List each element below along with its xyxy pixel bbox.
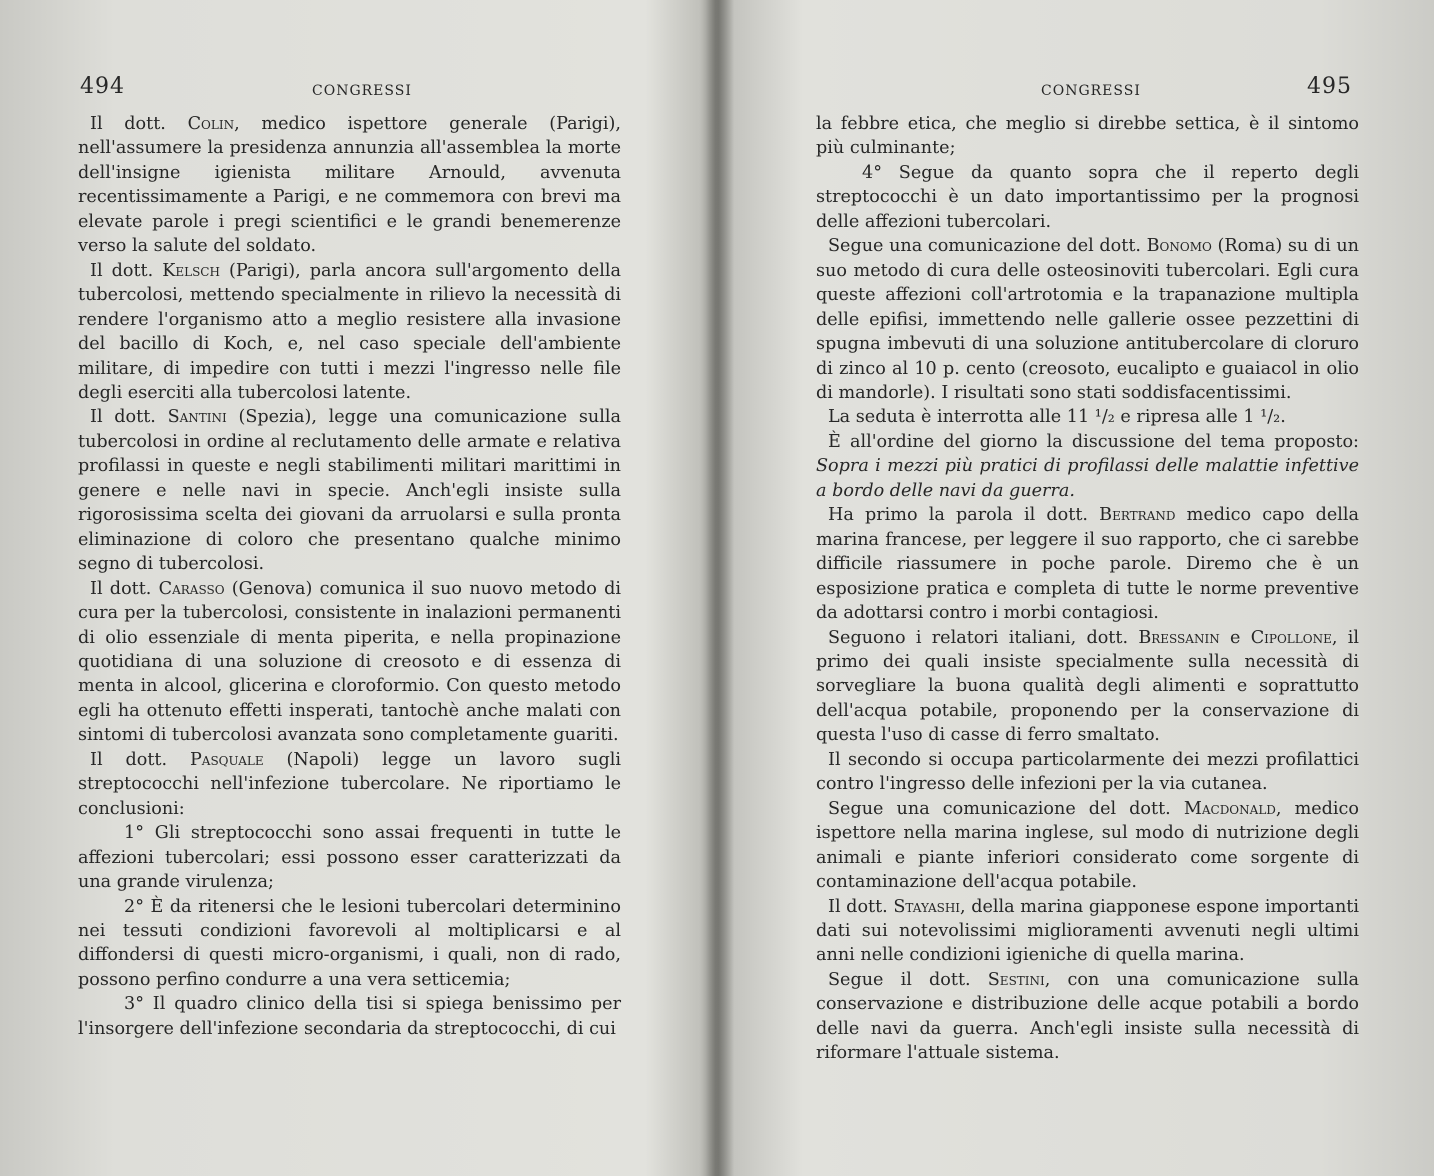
author-name: Macdonald [1183,798,1276,819]
conclusion-3: 3° Il quadro clinico della tisi si spiega benissimo per l'insorgere dell'infezione secondaria da streptococchi, di cui [78,994,621,1039]
paragraph-pasquale: Il dott. Pasquale (Napoli) legge un lavoro sugli streptococchi nell'infezione tubercolare. Ne riportiamo le conclusioni: [78,749,621,819]
author-name: Kelsch [162,260,220,281]
author-name: Bressanin [1138,627,1220,648]
paragraph-stayashi: Il dott. Stayashi, della marina giapponese espone importanti dati sui notevolissimi miglioramenti avvenuti negli ultimi anni nelle condizioni igieniche di quella marina. [816,896,1359,966]
author-name: Bertrand [1099,505,1176,526]
right-page [734,0,1434,1176]
author-name: Colin [187,114,235,134]
paragraph-colin: Il dott. Colin, medico ispettore generale (Parigi), nell'assumere la presidenza annunzia all'assemblea la morte dell'insigne igienista militare Arnould, avvenuta recentissimamente a Parigi, e ne commemora con brevi ma elevate parole i pregi scientifici e le grandi benemerenze verso la salute del soldato. [78,114,621,257]
running-head: CONGRESSI [1041,83,1141,99]
paragraph-santini: Il dott. Santini (Spezia), legge una comunicazione sulla tubercolosi in ordine al reclutamento delle armate e relativa profilassi in queste e negli stabilimenti militari marittimi in genere e nelle navi in specie. Anch'egli insiste sulla rigorosissima scelta dei giovani da arruolarsi e sulla pronta eliminazione di coloro che presentano qualche minimo segno di tubercolosi. [78,407,621,575]
author-name: Pasquale [189,749,264,770]
book-gutter [700,0,734,1176]
conclusion-1: 1° Gli streptococchi sono assai frequenti in tutte le affezioni tubercolari; essi possono esser caratterizzati da una grande virulenza; [78,823,621,893]
page-number: 494 [80,74,125,99]
left-page [0,0,700,1176]
left-page-text [78,112,621,1041]
author-name: Stayashi [893,896,961,917]
discussion-topic: Sopra i mezzi più pratici di profilassi delle malattie infettive a bordo delle navi da guerra. [816,456,1359,501]
paragraph-secondo: Il secondo si occupa particolarmente dei mezzi profilattici contro l'ingresso delle infezioni per la via cutanea. [816,749,1359,795]
paragraph-bertrand: Ha primo la parola il dott. Bertrand medico capo della marina francese, per leggere il suo rapporto, che ci sarebbe difficile riassumere in poche parole. Diremo che è un esposizione pratica e completa di tutte le norme preventive da adottarsi contro i morbi contagiosi. [816,505,1359,624]
paragraph-bonomo: Segue una comunicazione del dott. Bonomo (Roma) su di un suo metodo di cura delle osteosinoviti tubercolari. Egli cura queste affezioni coll'artrotomia e la trapanazione multipla delle epifisi, immettendo nelle gallerie ossee pezzettini di spugna imbevuti di una soluzione antitubercolare di cloruro di zinco al 10 p. cento (creosoto, eucalipto e guaiacol in olio di mandorle). I risultati sono stati soddisfacentissimi. [816,236,1359,403]
right-page-text [816,112,1359,1066]
paragraph-kelsch: Il dott. Kelsch (Parigi), parla ancora sull'argomento della tubercolosi, mettendo specialmente in rilievo la necessità di rendere l'organismo atto a meglio resistere alla invasione del bacillo di Koch, e, nel caso speciale dell'ambiente militare, di impedire con tutti i mezzi l'ingresso nelle file degli eserciti alla tubercolosi latente. [78,260,621,403]
page-number: 495 [1307,74,1352,99]
author-name: Sestini [987,969,1045,990]
paragraph-sestini: Segue il dott. Sestini, con una comunicazione sulla conservazione e distribuzione delle acque potabili a bordo delle navi da guerra. Anch'egli insiste sulla necessità di riformare l'attuale sistema. [816,969,1359,1064]
paragraph-carasso: Il dott. Carasso (Genova) comunica il suo nuovo metodo di cura per la tubercolosi, consistente in inalazioni permanenti di olio essenziale di menta piperita, e nella propinazione quotidiana di una soluzione di creosoto e di essenza di menta in alcool, glicerina e cloroformio. Con questo metodo egli ha ottenuto effetti insperati, tantochè anche malati con sintomi di tubercolosi avanzata sono completamente guariti. [78,578,621,746]
running-head: CONGRESSI [312,83,412,99]
paragraph-macdonald: Segue una comunicazione del dott. Macdonald, medico ispettore nella marina inglese, sul modo di nutrizione degli animali e piante inferiori considerato come sorgente di contaminazione dell'acqua potabile. [816,798,1359,893]
right-page-header [812,74,1352,108]
author-name: Cipollone [1250,627,1332,648]
author-name: Carasso [158,578,225,599]
paragraph-seduta: La seduta è interrotta alle 11 ¹/₂ e ripresa alle 1 ¹/₂. [828,407,1286,428]
paragraph-continuation: la febbre etica, che meglio si direbbe settica, è il sintomo più culminante; [816,114,1359,159]
conclusion-2: 2° È da ritenersi che le lesioni tubercolari determinino nei tessuti condizioni favorevoli al moltiplicarsi e al diffondersi di questi micro-organismi, i quali, non di rado, possono perfino condurre a una vera setticemia; [78,896,621,990]
left-page-header [80,74,620,108]
author-name: Santini [167,407,227,428]
paragraph-relatori: Seguono i relatori italiani, dott. Bressanin e Cipollone, il primo dei quali insiste specialmente sulla necessità di sorvegliare la buona qualità degli alimenti e soprattutto dell'acqua potabile, proponendo per la conservazione di questa l'uso di casse di ferro smaltato. [816,627,1359,746]
author-name: Bonomo [1146,236,1212,257]
conclusion-4: 4° Segue da quanto sopra che il reperto degli streptococchi è un dato importantissimo per la prognosi delle affezioni tubercolari. [816,162,1359,232]
paragraph-ordine: È all'ordine del giorno la discussione del tema proposto: Sopra i mezzi più pratici di profilassi delle malattie infettive a bordo delle navi da guerra. [816,431,1359,501]
